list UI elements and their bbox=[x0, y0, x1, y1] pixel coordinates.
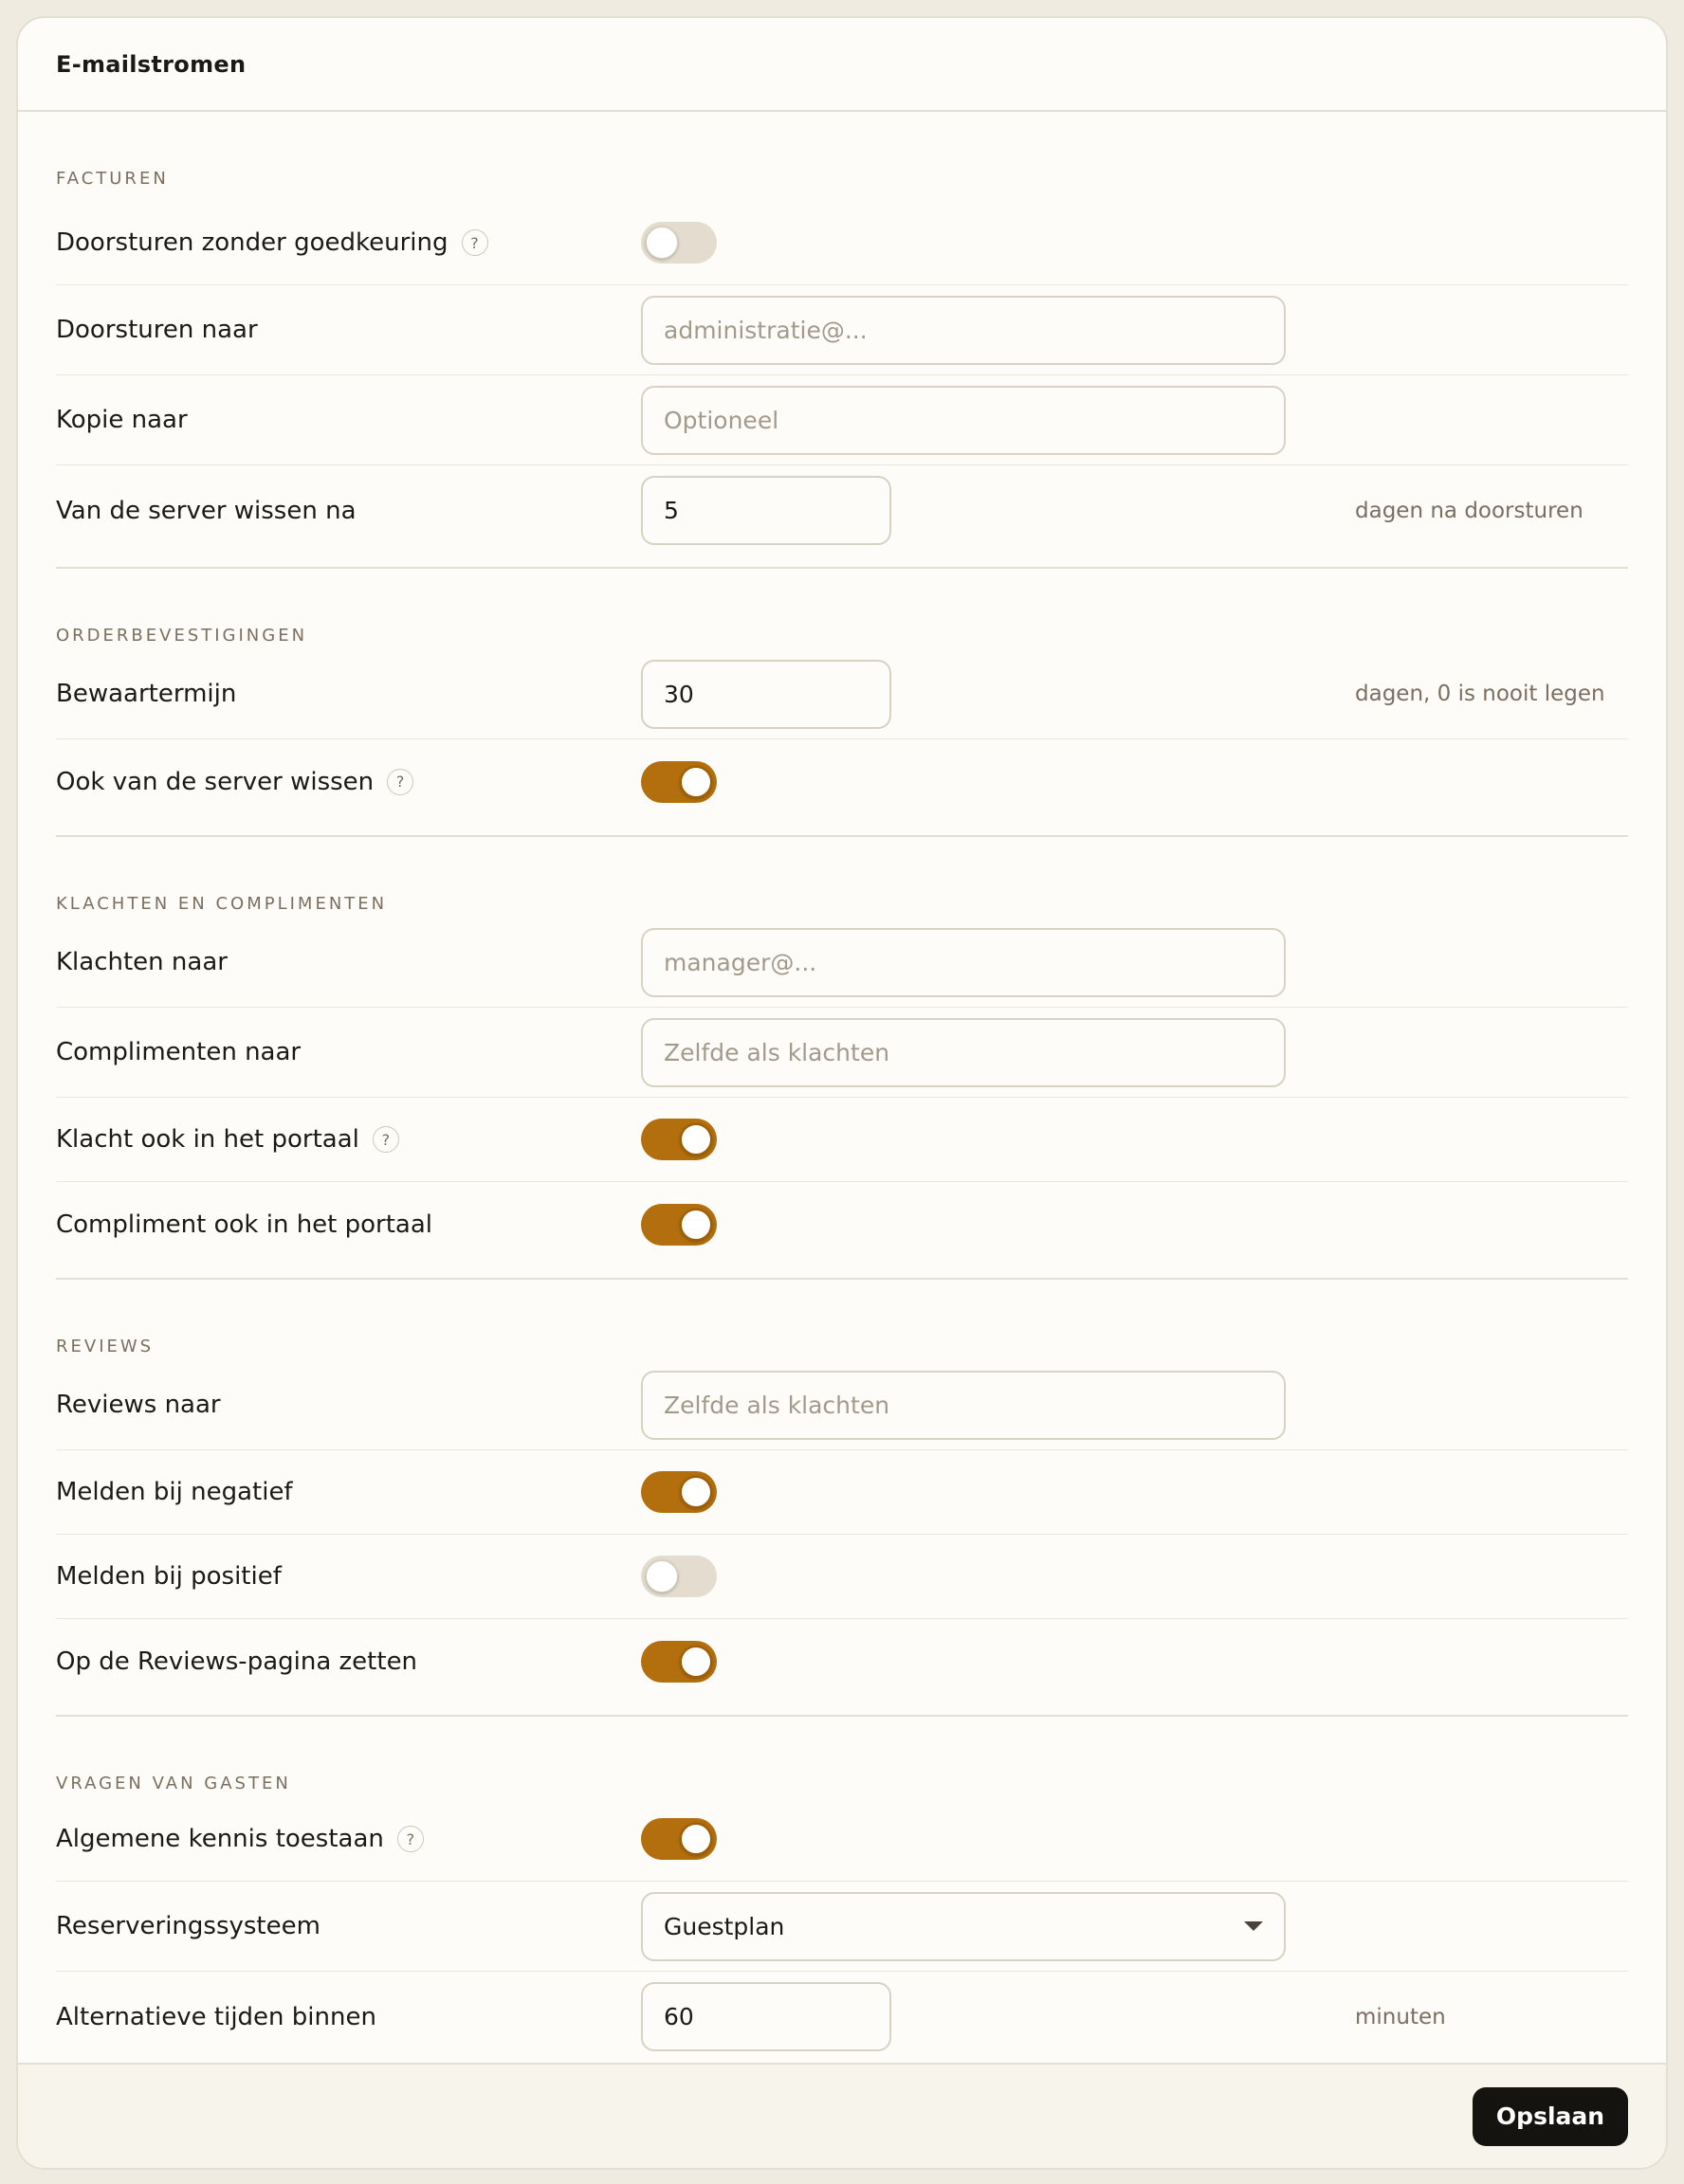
card-header bbox=[18, 18, 1666, 112]
delete-from-server-toggle[interactable] bbox=[641, 761, 717, 803]
toggle-knob bbox=[680, 1123, 712, 1156]
card-footer bbox=[18, 2063, 1666, 2168]
row-label: Bewaartermijn bbox=[56, 680, 237, 708]
row-reviews-page bbox=[56, 1619, 1628, 1703]
input-suffix: minuten bbox=[1355, 2004, 1446, 2029]
row-label: Compliment ook in het portaal bbox=[56, 1210, 433, 1239]
row-compliment-portal bbox=[56, 1182, 1628, 1266]
row-reviews-to bbox=[56, 1360, 1628, 1450]
row-notify-positive bbox=[56, 1535, 1628, 1619]
row-label: Alternatieve tijden binnen bbox=[56, 2002, 376, 2031]
row-alternative-times bbox=[56, 1972, 1628, 2062]
row-label: Kopie naar bbox=[56, 406, 188, 434]
complaints-to-input[interactable] bbox=[641, 928, 1286, 997]
toggle-knob bbox=[646, 1560, 678, 1592]
label-text: Ook van de server wissen bbox=[56, 767, 375, 796]
row-forward-without-approval bbox=[56, 201, 1628, 285]
row-label: Reviews naar bbox=[56, 1391, 221, 1419]
row-complaints-to bbox=[56, 918, 1628, 1008]
row-label bbox=[56, 1125, 641, 1154]
row-label bbox=[56, 1825, 641, 1853]
section-orderbevestigingen bbox=[56, 569, 1628, 837]
page-title: E-mailstromen bbox=[56, 50, 247, 78]
row-reservation-system bbox=[56, 1882, 1628, 1972]
row-delete-from-server bbox=[56, 739, 1628, 824]
row-label: Doorsturen naar bbox=[56, 316, 258, 344]
complaint-portal-toggle[interactable] bbox=[641, 1119, 717, 1160]
row-label: Op de Reviews-pagina zetten bbox=[56, 1647, 418, 1676]
alternative-times-input[interactable] bbox=[641, 1982, 891, 2051]
reviews-page-toggle[interactable] bbox=[641, 1641, 717, 1683]
section-title: FACTUREN bbox=[56, 169, 169, 189]
general-knowledge-toggle[interactable] bbox=[641, 1818, 717, 1860]
select-value: Guestplan bbox=[664, 1912, 785, 1940]
row-retention bbox=[56, 649, 1628, 739]
row-label bbox=[56, 228, 641, 257]
section-klachten bbox=[56, 837, 1628, 1280]
delete-after-days-input[interactable] bbox=[641, 476, 891, 545]
toggle-knob bbox=[646, 227, 678, 259]
section-title: VRAGEN VAN GASTEN bbox=[56, 1774, 291, 1793]
help-icon[interactable]: ? bbox=[387, 769, 413, 795]
toggle-knob bbox=[680, 1646, 712, 1678]
section-title: ORDERBEVESTIGINGEN bbox=[56, 626, 308, 646]
retention-days-input[interactable] bbox=[641, 660, 891, 729]
label-text: Doorsturen zonder goedkeuring bbox=[56, 228, 448, 257]
section-reviews bbox=[56, 1280, 1628, 1717]
help-icon[interactable]: ? bbox=[462, 229, 488, 256]
row-forward-to bbox=[56, 285, 1628, 375]
row-complaint-portal bbox=[56, 1098, 1628, 1182]
section-title: REVIEWS bbox=[56, 1337, 155, 1356]
row-label: Van de server wissen na bbox=[56, 496, 357, 525]
row-label: Reserveringssysteem bbox=[56, 1912, 320, 1940]
help-icon[interactable]: ? bbox=[397, 1826, 424, 1852]
help-icon[interactable]: ? bbox=[373, 1126, 399, 1153]
label-text: Klacht ook in het portaal bbox=[56, 1125, 359, 1154]
label-text: Algemene kennis toestaan bbox=[56, 1825, 384, 1853]
chevron-down-icon bbox=[1244, 1921, 1263, 1931]
toggle-knob bbox=[680, 1823, 712, 1855]
section-title: KLACHTEN EN COMPLIMENTEN bbox=[56, 894, 388, 914]
toggle-knob bbox=[680, 766, 712, 798]
notify-negative-toggle[interactable] bbox=[641, 1471, 717, 1513]
reviews-to-input[interactable] bbox=[641, 1371, 1286, 1440]
section-facturen bbox=[56, 112, 1628, 569]
copy-to-input[interactable] bbox=[641, 386, 1286, 455]
row-compliments-to bbox=[56, 1008, 1628, 1098]
save-button[interactable]: Opslaan bbox=[1473, 2087, 1628, 2146]
reservation-system-select[interactable] bbox=[641, 1892, 1286, 1961]
input-suffix: dagen na doorsturen bbox=[1355, 498, 1583, 523]
row-label: Melden bij negatief bbox=[56, 1478, 293, 1506]
row-label: Melden bij positief bbox=[56, 1562, 282, 1591]
toggle-knob bbox=[680, 1476, 712, 1508]
notify-positive-toggle[interactable] bbox=[641, 1556, 717, 1597]
toggle-knob bbox=[680, 1209, 712, 1241]
forward-without-approval-toggle[interactable] bbox=[641, 222, 717, 264]
row-label: Klachten naar bbox=[56, 948, 228, 976]
compliment-portal-toggle[interactable] bbox=[641, 1204, 717, 1246]
input-suffix: dagen, 0 is nooit legen bbox=[1355, 682, 1605, 706]
section-vragen bbox=[56, 1717, 1628, 2073]
row-notify-negative bbox=[56, 1450, 1628, 1535]
row-general-knowledge bbox=[56, 1797, 1628, 1882]
email-streams-card bbox=[16, 16, 1668, 2170]
row-label bbox=[56, 768, 641, 796]
row-copy-to bbox=[56, 375, 1628, 465]
row-delete-after bbox=[56, 465, 1628, 555]
compliments-to-input[interactable] bbox=[641, 1018, 1286, 1087]
forward-to-input[interactable] bbox=[641, 296, 1286, 365]
settings-form bbox=[18, 112, 1666, 2073]
row-label: Complimenten naar bbox=[56, 1038, 302, 1066]
